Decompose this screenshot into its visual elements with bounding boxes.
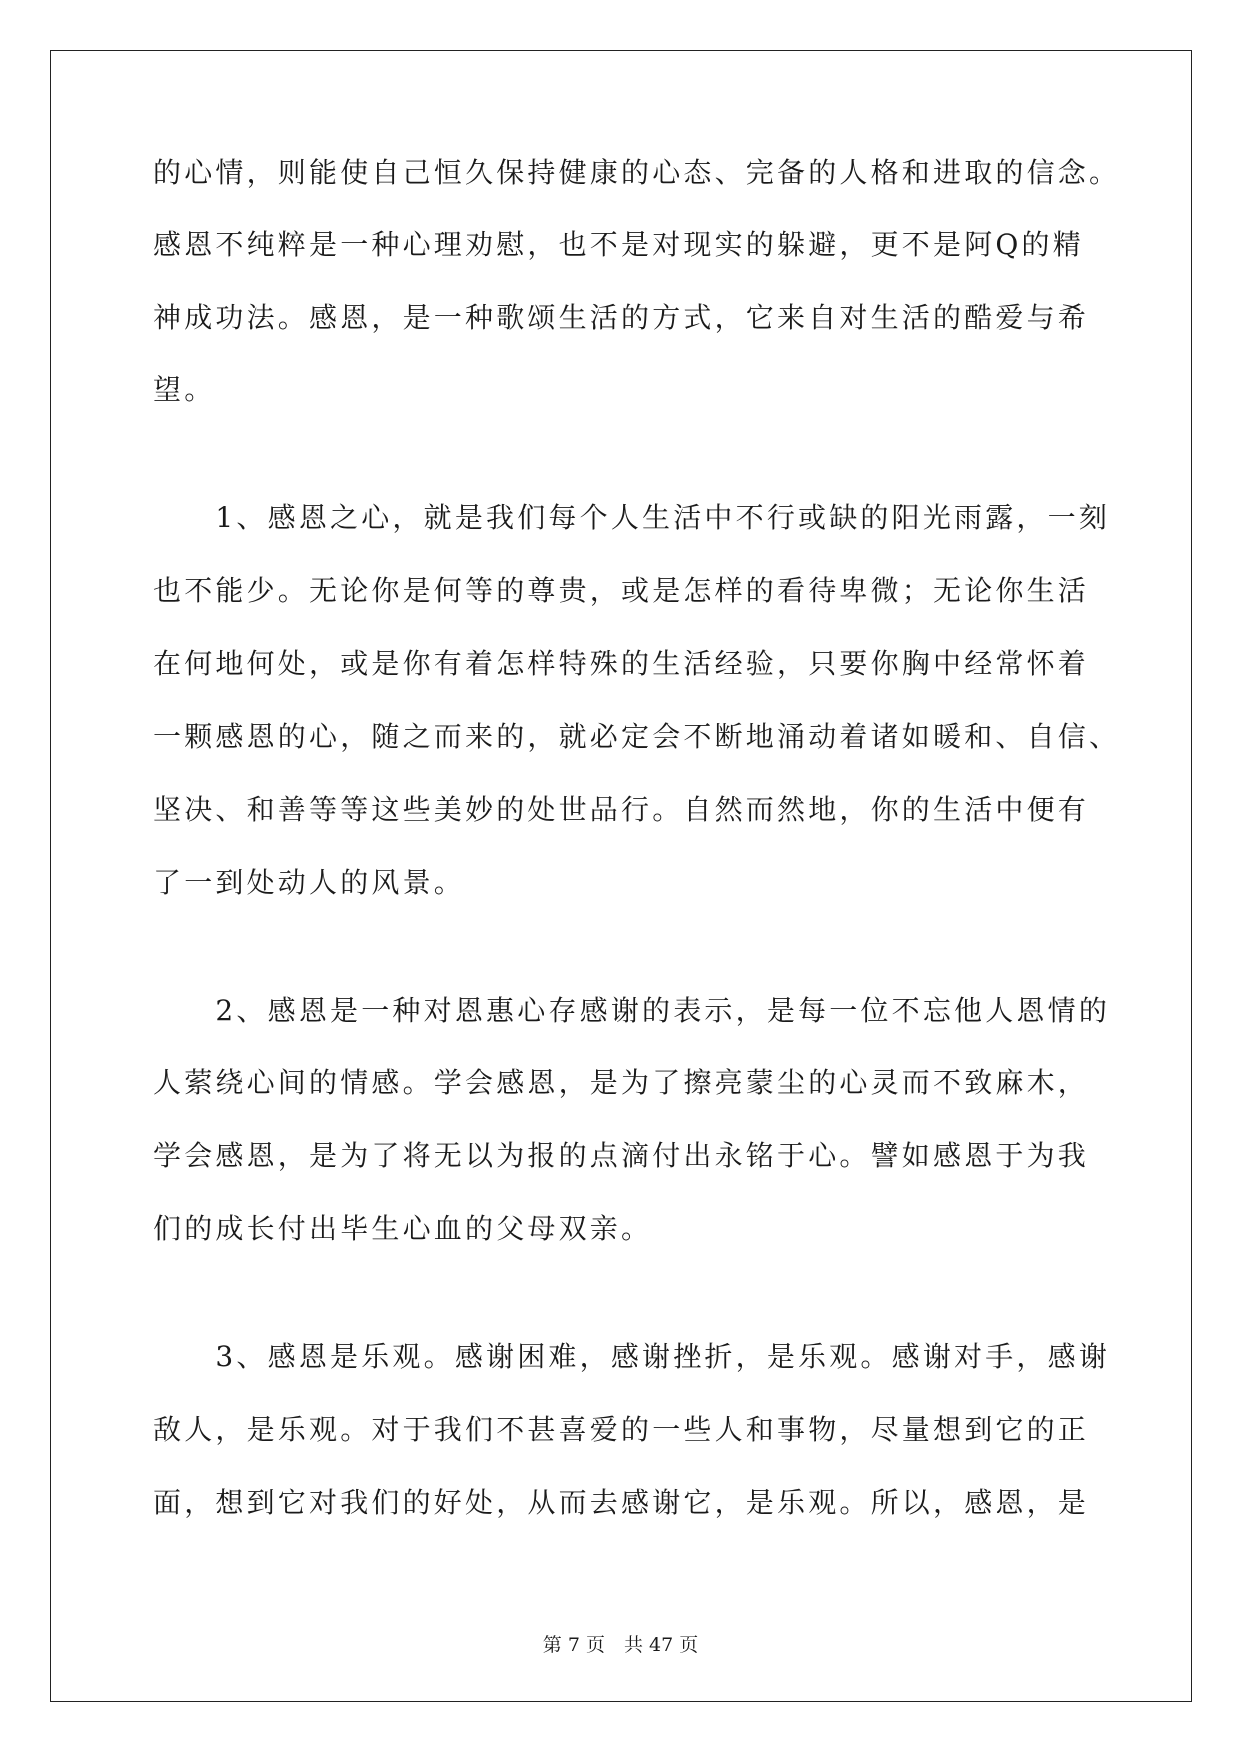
body-text-line: 人萦绕心间的情感。学会感恩，是为了擦亮蒙尘的心灵而不致麻木， bbox=[153, 1066, 1090, 1099]
body-text-line: 们的成长付出毕生心血的父母双亲。 bbox=[153, 1212, 653, 1245]
page-number-footer: 第 7 页 共 47 页 bbox=[542, 1634, 699, 1656]
body-text-line: 坚决、和善等等这些美妙的处世品行。自然而然地，你的生活中便有 bbox=[153, 793, 1090, 826]
body-text-line: 1、感恩之心，就是我们每个人生活中不行或缺的阳光雨露，一刻 bbox=[153, 501, 1111, 534]
body-text-line: 也不能少。无论你是何等的尊贵，或是怎样的看待卑微；无论你生活 bbox=[153, 574, 1090, 607]
body-text-line: 敌人，是乐观。对于我们不甚喜爱的一些人和事物，尽量想到它的正 bbox=[153, 1413, 1090, 1446]
body-text-line: 学会感恩，是为了将无以为报的点滴付出永铭于心。譬如感恩于为我 bbox=[153, 1139, 1090, 1172]
body-text-line: 感恩不纯粹是一种心理劝慰，也不是对现实的躲避，更不是阿Q的精 bbox=[153, 228, 1084, 261]
body-text-line: 了一到处动人的风景。 bbox=[153, 866, 466, 899]
body-text-line: 一颗感恩的心，随之而来的，就必定会不断地涌动着诸如暖和、自信、 bbox=[153, 720, 1121, 753]
body-text-line: 面，想到它对我们的好处，从而去感谢它，是乐观。所以，感恩，是 bbox=[153, 1486, 1090, 1519]
body-text-line: 望。 bbox=[153, 373, 216, 406]
body-text-line: 2、感恩是一种对恩惠心存感谢的表示，是每一位不忘他人恩情的 bbox=[153, 994, 1111, 1027]
body-text-line: 3、感恩是乐观。感谢困难，感谢挫折，是乐观。感谢对手，感谢 bbox=[153, 1340, 1111, 1373]
body-text-line: 的心情，则能使自己恒久保持健康的心态、完备的人格和进取的信念。 bbox=[153, 156, 1121, 189]
body-text-line: 在何地何处，或是你有着怎样特殊的生活经验，只要你胸中经常怀着 bbox=[153, 647, 1090, 680]
body-text-line: 神成功法。感恩，是一种歌颂生活的方式，它来自对生活的酷爱与希 bbox=[153, 301, 1090, 334]
